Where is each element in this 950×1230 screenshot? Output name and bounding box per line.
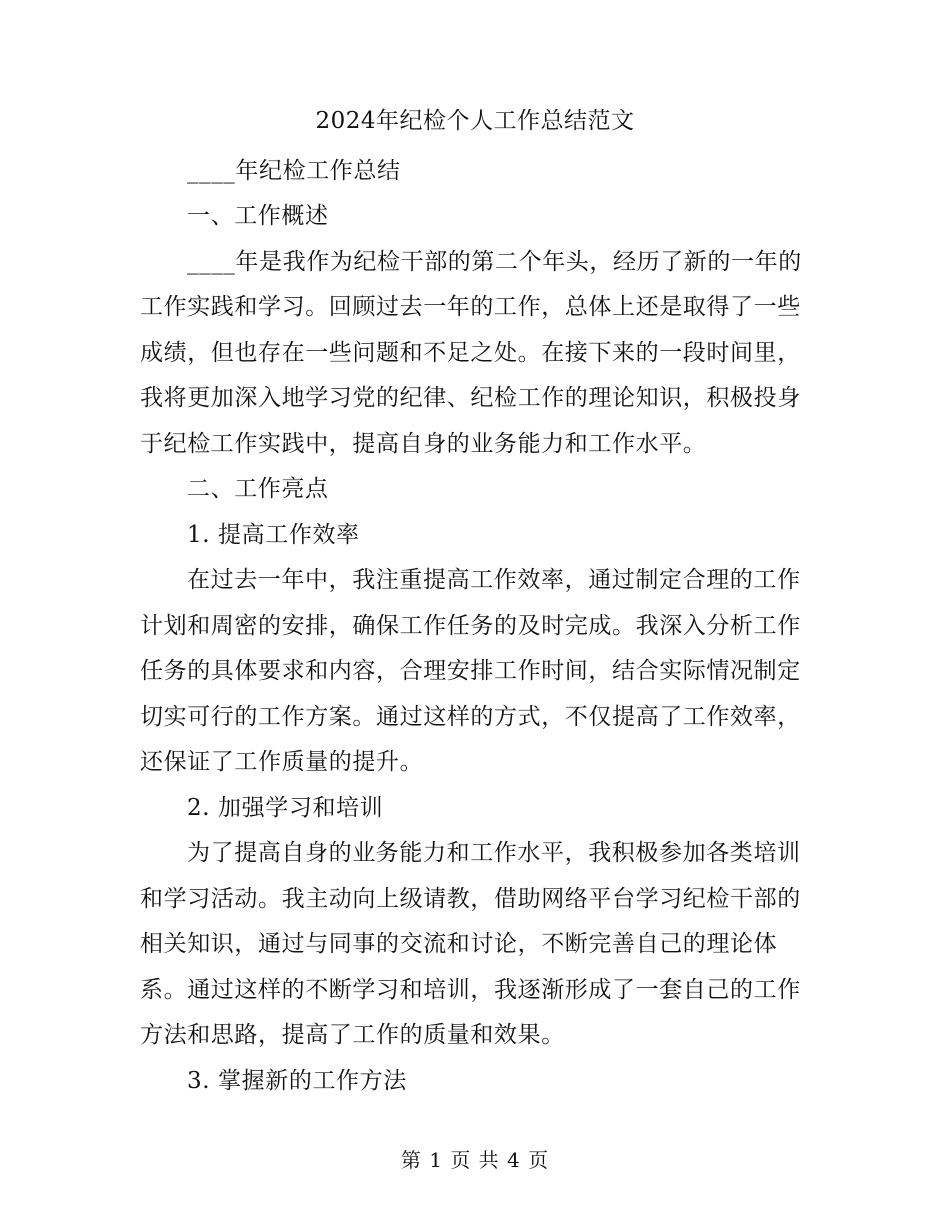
paragraph-line: 工作实践和学习。回顾过去一年的工作，总体上还是取得了一些 bbox=[140, 294, 801, 320]
paragraph-line: 计划和周密的安排，确保工作任务的及时完成。我深入分析工作 bbox=[140, 613, 801, 639]
subsection-heading: 2. 加强学习和培训 bbox=[187, 795, 384, 821]
section-heading: ____年纪检工作总结 bbox=[187, 158, 401, 184]
paragraph-line: 相关知识，通过与同事的交流和讨论，不断完善自己的理论体 bbox=[140, 931, 778, 957]
paragraph-line: 任务的具体要求和内容，合理安排工作时间，结合实际情况制定 bbox=[140, 658, 801, 684]
paragraph-line: 切实可行的工作方案。通过这样的方式，不仅提高了工作效率， bbox=[140, 704, 801, 730]
paragraph-line: 成绩，但也存在一些问题和不足之处。在接下来的一段时间里， bbox=[140, 340, 801, 366]
paragraph-line: 还保证了工作质量的提升。 bbox=[140, 749, 424, 775]
page-footer: 第 1 页 共 4 页 bbox=[400, 1148, 550, 1172]
paragraph-line: 和学习活动。我主动向上级请教，借助网络平台学习纪检干部的 bbox=[140, 886, 801, 912]
paragraph-line: 我将更加深入地学习党的纪律、纪检工作的理论知识，积极投身 bbox=[140, 385, 801, 411]
subsection-heading: 1. 提高工作效率 bbox=[187, 522, 360, 548]
paragraph-line: ____年是我作为纪检干部的第二个年头，经历了新的一年的 bbox=[187, 249, 802, 275]
paragraph-line: 为了提高自身的业务能力和工作水平，我积极参加各类培训 bbox=[187, 840, 801, 866]
document-title: 2024年纪检个人工作总结范文 bbox=[315, 108, 635, 134]
section-heading: 一、工作概述 bbox=[187, 203, 329, 229]
paragraph-line: 在过去一年中，我注重提高工作效率，通过制定合理的工作 bbox=[187, 567, 801, 593]
paragraph-line: 系。通过这样的不断学习和培训，我逐渐形成了一套自己的工作 bbox=[140, 977, 801, 1003]
paragraph-line: 于纪检工作实践中，提高自身的业务能力和工作水平。 bbox=[140, 431, 707, 457]
section-heading: 二、工作亮点 bbox=[187, 476, 329, 502]
subsection-heading: 3. 掌握新的工作方法 bbox=[187, 1068, 407, 1094]
paragraph-line: 方法和思路，提高了工作的质量和效果。 bbox=[140, 1022, 565, 1048]
